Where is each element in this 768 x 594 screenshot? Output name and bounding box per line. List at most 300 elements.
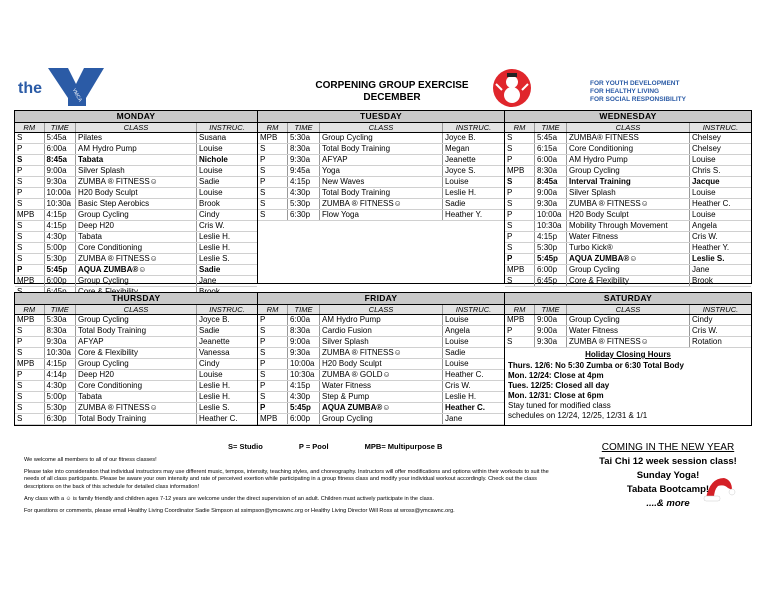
cell-instruc: Louise (442, 359, 504, 370)
table-row (15, 414, 257, 425)
cell-class: ZUMBA® FITNESS (566, 133, 689, 144)
cell-time: 10:00a (535, 210, 567, 221)
holiday-note: schedules on 12/24, 12/25, 12/31 & 1/1 (508, 411, 648, 420)
table-row (505, 221, 751, 232)
cell-instruc: Leslie H. (196, 392, 257, 403)
cell-time: 4:15p (44, 221, 75, 232)
cell-class: Tabata (75, 232, 196, 243)
cell-class: ZUMBA ® FITNESS☺ (566, 337, 689, 348)
cell-rm: P (258, 315, 288, 326)
table-row (15, 337, 257, 348)
cell-class: AM Hydro Pump (566, 155, 689, 166)
room-legend (228, 442, 528, 451)
cell-instruc: Leslie H. (442, 188, 504, 199)
tagline-line: FOR SOCIAL RESPONSIBILITY (590, 96, 686, 103)
cell-time: 5:45a (535, 133, 567, 144)
table-row (258, 144, 504, 155)
column-header-time: TIME (535, 305, 567, 315)
table-row (15, 265, 257, 276)
cell-instruc: Louise (196, 370, 257, 381)
table-row (15, 166, 257, 177)
cell-rm: P (15, 370, 44, 381)
table-row (258, 155, 504, 166)
cell-rm: S (15, 403, 44, 414)
column-header-instruc: INSTRUC. (689, 305, 751, 315)
schedule-table (258, 305, 504, 425)
column-header-instruc: INSTRUC. (442, 305, 504, 315)
cell-rm: S (258, 144, 288, 155)
cell-time: 6:00a (535, 155, 567, 166)
cell-class: Silver Splash (566, 188, 689, 199)
holiday-line: Thurs. 12/6: No 5:30 Zumba or 6:30 Total Body (508, 361, 684, 370)
table-row (15, 133, 257, 144)
column-header-time: TIME (44, 123, 75, 133)
tagline (590, 80, 686, 104)
cell-instruc: Leslie H. (196, 381, 257, 392)
title-line-1: CORPENING GROUP EXERCISE (315, 80, 469, 91)
column-header-row (15, 305, 257, 315)
table-row (15, 232, 257, 243)
cell-rm: S (258, 166, 288, 177)
cell-instruc: Heather C. (689, 199, 751, 210)
cell-rm: S (505, 199, 535, 210)
cell-time: 6:15a (535, 144, 567, 155)
cell-rm: S (258, 199, 288, 210)
cell-class: Core & Flexibility (566, 276, 689, 287)
cell-time: 5:30a (44, 315, 75, 326)
note-welcome: We welcome all members to all of our fitness classes! (24, 457, 157, 463)
cell-time: 9:00a (535, 326, 567, 337)
cell-time: 4:30p (44, 381, 75, 392)
cell-rm: S (258, 326, 288, 337)
cell-rm: P (505, 326, 535, 337)
cell-class: Group Cycling (75, 276, 196, 287)
legend-item: MPB= Multipurpose B (364, 442, 443, 451)
cell-rm: S (15, 392, 44, 403)
cell-class: Group Cycling (566, 315, 689, 326)
legend-item: P = Pool (298, 442, 329, 451)
schedule-table (15, 123, 257, 298)
cell-instruc: Chelsey (689, 133, 751, 144)
cell-rm: S (15, 221, 44, 232)
cell-class: ZUMBA ® FITNESS☺ (75, 177, 196, 188)
schedule-table (258, 123, 504, 221)
ymca-logo (14, 66, 114, 108)
cell-class: Group Cycling (566, 265, 689, 276)
schedule-table (505, 305, 751, 348)
cell-time: 9:30a (535, 199, 567, 210)
cell-instruc: Joyce B. (196, 315, 257, 326)
column-header-class: CLASS (319, 305, 442, 315)
cell-instruc: Jacque (689, 177, 751, 188)
cell-instruc: Louise (442, 315, 504, 326)
column-header-class: CLASS (566, 123, 689, 133)
cell-class: ZUMBA ® FITNESS☺ (75, 403, 196, 414)
cell-time: 4:15p (535, 232, 567, 243)
cell-rm: S (15, 254, 44, 265)
cell-time: 5:30p (44, 254, 75, 265)
table-row (505, 315, 751, 326)
column-header-time: TIME (44, 305, 75, 315)
cell-instruc: Brook (689, 276, 751, 287)
cell-time: 5:30p (44, 403, 75, 414)
cell-class: Silver Splash (75, 166, 196, 177)
table-row (505, 243, 751, 254)
cell-time: 9:45a (288, 166, 320, 177)
cell-time: 9:00a (535, 188, 567, 199)
cell-time: 6:00a (44, 144, 75, 155)
cell-instruc: Sadie (442, 348, 504, 359)
column-header-rm: RM (505, 123, 535, 133)
cell-rm: MPB (258, 414, 288, 425)
cell-time: 9:30a (44, 337, 75, 348)
column-header-row (258, 305, 504, 315)
column-header-instruc: INSTRUC. (196, 123, 257, 133)
cell-instruc: Cindy (196, 359, 257, 370)
cell-rm: P (505, 210, 535, 221)
cell-time: 8:45a (535, 177, 567, 188)
note-instructors: Please take into consideration that individual instructors may use different music, tempos, intensity, teaching styles, and choreography. Instructors will offer modifications and options within their workouts to suit the needs of all class participants. Please be aware your own intensity and rate of perceived exertion while participating in a group fitness class and modify your individual workout accordingly. Check out the class descriptions on the back of this schedule for detailed class information! (24, 469, 549, 490)
cell-class: Water Fitness (566, 232, 689, 243)
table-row (15, 359, 257, 370)
cell-time: 6:00p (44, 276, 75, 287)
cell-rm: P (505, 254, 535, 265)
day-header: TUESDAY (258, 111, 504, 123)
column-header-row (505, 305, 751, 315)
cell-instruc: Jane (442, 414, 504, 425)
cell-instruc: Louise (442, 337, 504, 348)
cell-time: 6:00p (288, 414, 320, 425)
table-row (258, 337, 504, 348)
cell-instruc: Jane (689, 265, 751, 276)
cell-rm: P (15, 337, 44, 348)
legend-item: S= Studio (228, 442, 263, 451)
cell-rm: S (15, 348, 44, 359)
table-row (258, 392, 504, 403)
cell-time: 9:00a (44, 166, 75, 177)
cell-rm: MPB (258, 133, 288, 144)
cell-class: Group Cycling (75, 210, 196, 221)
cell-rm: S (505, 133, 535, 144)
cell-time: 9:30a (44, 177, 75, 188)
cell-time: 4:30p (288, 188, 320, 199)
day-header: SATURDAY (505, 293, 751, 305)
cell-instruc: Jane (196, 276, 257, 287)
cell-time: 4:15p (44, 359, 75, 370)
cell-instruc: Cindy (196, 210, 257, 221)
cell-time: 5:30a (288, 133, 320, 144)
table-row (505, 276, 751, 287)
table-row (258, 414, 504, 425)
cell-time: 5:45p (535, 254, 567, 265)
cell-class: Total Body Training (319, 144, 442, 155)
cell-rm: MPB (15, 359, 44, 370)
coming-item: Sunday Yoga! (636, 470, 700, 481)
cell-instruc: Leslie S. (196, 254, 257, 265)
column-header-rm: RM (15, 123, 44, 133)
cell-time: 5:45p (288, 403, 320, 414)
table-row (15, 392, 257, 403)
column-header-class: CLASS (319, 123, 442, 133)
cell-instruc: Vanessa (196, 348, 257, 359)
table-row (505, 337, 751, 348)
cell-time: 5:30p (288, 199, 320, 210)
table-row (15, 199, 257, 210)
cell-rm: P (505, 232, 535, 243)
cell-instruc: Louise (196, 188, 257, 199)
holiday-title: Holiday Closing Hours (585, 350, 671, 359)
cell-class: Deep H20 (75, 221, 196, 232)
cell-rm: S (505, 243, 535, 254)
table-row (258, 315, 504, 326)
cell-instruc: Sadie (442, 199, 504, 210)
schedule-table (505, 123, 751, 287)
cell-rm: S (15, 326, 44, 337)
holiday-hours (505, 348, 751, 423)
cell-instruc: Heather C. (442, 370, 504, 381)
cell-rm: P (505, 155, 535, 166)
cell-class: Core Conditioning (75, 243, 196, 254)
cell-instruc: Jeanette (196, 337, 257, 348)
cell-class: Group Cycling (75, 359, 196, 370)
cell-class: Deep H20 (75, 370, 196, 381)
column-header-row (258, 123, 504, 133)
table-row (258, 326, 504, 337)
column-header-instruc: INSTRUC. (442, 123, 504, 133)
cell-time: 4:15p (288, 381, 320, 392)
cell-class: Cardio Fusion (319, 326, 442, 337)
cell-instruc: Louise (689, 155, 751, 166)
cell-instruc: Rotation (689, 337, 751, 348)
cell-class: Step & Pump (319, 392, 442, 403)
cell-time: 6:00p (535, 265, 567, 276)
table-row (505, 210, 751, 221)
cell-instruc: Heather Y. (442, 210, 504, 221)
cell-class: ZUMBA ® FITNESS☺ (566, 199, 689, 210)
cell-instruc: Louise (689, 210, 751, 221)
column-header-rm: RM (258, 305, 288, 315)
cell-rm: S (15, 243, 44, 254)
logo-tag: YMCA (70, 87, 83, 104)
cell-rm: S (15, 177, 44, 188)
cell-class: Water Fitness (319, 381, 442, 392)
cell-class: ZUMBA ® FITNESS☺ (319, 348, 442, 359)
table-row (258, 359, 504, 370)
table-row (15, 348, 257, 359)
cell-rm: P (505, 188, 535, 199)
cell-class: H20 Body Sculpt (566, 210, 689, 221)
cell-instruc: Angela (689, 221, 751, 232)
cell-class: Tabata (75, 155, 196, 166)
cell-time: 5:00p (44, 243, 75, 254)
table-row (15, 210, 257, 221)
column-header-class: CLASS (75, 305, 196, 315)
cell-time: 6:30p (44, 414, 75, 425)
tuesday-panel (257, 110, 505, 284)
coming-item: Tabata Bootcamp! (626, 484, 710, 495)
table-row (15, 144, 257, 155)
cell-rm: P (258, 177, 288, 188)
table-row (505, 265, 751, 276)
cell-time: 9:30a (535, 337, 567, 348)
mascot-icon (492, 68, 532, 108)
cell-rm: MPB (15, 315, 44, 326)
table-row (505, 144, 751, 155)
cell-class: Group Cycling (319, 414, 442, 425)
cell-instruc: Louise (689, 188, 751, 199)
cell-time: 9:30a (288, 348, 320, 359)
cell-instruc: Jeanette (442, 155, 504, 166)
column-header-instruc: INSTRUC. (689, 123, 751, 133)
cell-class: Group Cycling (75, 315, 196, 326)
cell-time: 6:45p (535, 276, 567, 287)
cell-time: 4:15p (288, 177, 320, 188)
cell-time: 4:30p (288, 392, 320, 403)
cell-class: Water Fitness (566, 326, 689, 337)
holiday-note: Stay tuned for modified class (508, 401, 611, 410)
cell-instruc: Nichole (196, 155, 257, 166)
cell-rm: S (15, 232, 44, 243)
column-header-rm: RM (505, 305, 535, 315)
cell-rm: S (15, 199, 44, 210)
cell-instruc: Cindy (689, 315, 751, 326)
cell-time: 9:30a (288, 155, 320, 166)
cell-time: 5:45a (44, 133, 75, 144)
note-family: Any class with a ☺ is family friendly and children ages 7-12 years are welcome under the direct supervision of an adult. Children must actively participate in the class. (24, 495, 434, 502)
cell-instruc: Cris W. (689, 326, 751, 337)
cell-time: 8:45a (44, 155, 75, 166)
cell-class: Basic Step Aerobics (75, 199, 196, 210)
cell-time: 5:45p (44, 265, 75, 276)
cell-rm: MPB (15, 210, 44, 221)
coming-more: ....& more (646, 498, 690, 509)
column-header-time: TIME (288, 305, 320, 315)
cell-time: 6:00a (288, 315, 320, 326)
cell-instruc: Angela (442, 326, 504, 337)
cell-time: 4:30p (44, 232, 75, 243)
cell-class: Flow Yoga (319, 210, 442, 221)
coming-new-year (586, 441, 750, 511)
cell-time: 8:30a (288, 326, 320, 337)
cell-class: Silver Splash (319, 337, 442, 348)
cell-time: 10:30a (535, 221, 567, 232)
cell-rm: S (505, 177, 535, 188)
cell-instruc: Joyce S. (442, 166, 504, 177)
table-row (258, 166, 504, 177)
holiday-line: Mon. 12/24: Close at 4pm (508, 371, 604, 380)
cell-rm: P (15, 166, 44, 177)
cell-instruc: Megan (442, 144, 504, 155)
cell-rm: S (258, 370, 288, 381)
coming-item: Tai Chi 12 week session class! (599, 456, 737, 467)
cell-rm: S (258, 392, 288, 403)
table-row (15, 403, 257, 414)
cell-class: AQUA ZUMBA®☺ (566, 254, 689, 265)
cell-instruc: Leslie H. (196, 232, 257, 243)
cell-class: Yoga (319, 166, 442, 177)
cell-rm: S (505, 221, 535, 232)
cell-rm: S (505, 144, 535, 155)
cell-time: 9:00a (288, 337, 320, 348)
day-header: FRIDAY (258, 293, 504, 305)
table-row (15, 221, 257, 232)
table-row (15, 155, 257, 166)
cell-instruc: Louise (196, 144, 257, 155)
cell-rm: P (258, 403, 288, 414)
cell-instruc: Chris S. (689, 166, 751, 177)
cell-instruc: Cris W. (442, 381, 504, 392)
cell-class: AM Hydro Pump (75, 144, 196, 155)
cell-rm: S (15, 133, 44, 144)
cell-instruc: Joyce B. (442, 133, 504, 144)
column-header-time: TIME (535, 123, 567, 133)
schedule-table (15, 305, 257, 425)
column-header-class: CLASS (566, 305, 689, 315)
cell-class: New Waves (319, 177, 442, 188)
cell-time: 8:30a (44, 326, 75, 337)
cell-class: AQUA ZUMBA®☺ (319, 403, 442, 414)
table-row (258, 403, 504, 414)
cell-class: Core Conditioning (566, 144, 689, 155)
cell-rm: S (258, 210, 288, 221)
cell-time: 10:00a (44, 188, 75, 199)
cell-instruc: Leslie S. (689, 254, 751, 265)
cell-time: 5:30p (535, 243, 567, 254)
cell-class: Core Conditioning (75, 381, 196, 392)
cell-instruc: Sadie (196, 326, 257, 337)
table-row (505, 155, 751, 166)
cell-class: ZUMBA ® FITNESS☺ (319, 199, 442, 210)
cell-rm: P (15, 144, 44, 155)
cell-class: Tabata (75, 392, 196, 403)
cell-instruc: Louise (442, 177, 504, 188)
cell-rm: P (15, 188, 44, 199)
cell-class: Group Cycling (566, 166, 689, 177)
cell-instruc: Brook (196, 199, 257, 210)
cell-class: H20 Body Sculpt (75, 188, 196, 199)
cell-class: ZUMBA ® GOLD☺ (319, 370, 442, 381)
cell-time: 4:15p (44, 210, 75, 221)
table-row (15, 243, 257, 254)
table-row (258, 133, 504, 144)
table-row (258, 199, 504, 210)
cell-class: AM Hydro Pump (319, 315, 442, 326)
table-row (15, 381, 257, 392)
table-row (15, 326, 257, 337)
table-row (258, 177, 504, 188)
table-row (258, 348, 504, 359)
table-row (505, 177, 751, 188)
table-row (505, 254, 751, 265)
cell-class: Core & Flexibility (75, 348, 196, 359)
cell-instruc: Heather C. (196, 414, 257, 425)
cell-rm: S (505, 337, 535, 348)
cell-class: AFYAP (319, 155, 442, 166)
cell-class: Mobility Through Movement (566, 221, 689, 232)
thursday-panel (14, 292, 258, 426)
cell-instruc: Heather C. (442, 403, 504, 414)
logo-text: the (18, 80, 42, 97)
cell-rm: MPB (505, 166, 535, 177)
cell-instruc: Leslie S. (196, 403, 257, 414)
cell-class: Group Cycling (319, 133, 442, 144)
cell-instruc: Chelsey (689, 144, 751, 155)
cell-rm: P (15, 265, 44, 276)
cell-time: 10:30a (288, 370, 320, 381)
cell-class: Total Body Training (319, 188, 442, 199)
cell-rm: P (258, 337, 288, 348)
cell-rm: P (258, 155, 288, 166)
